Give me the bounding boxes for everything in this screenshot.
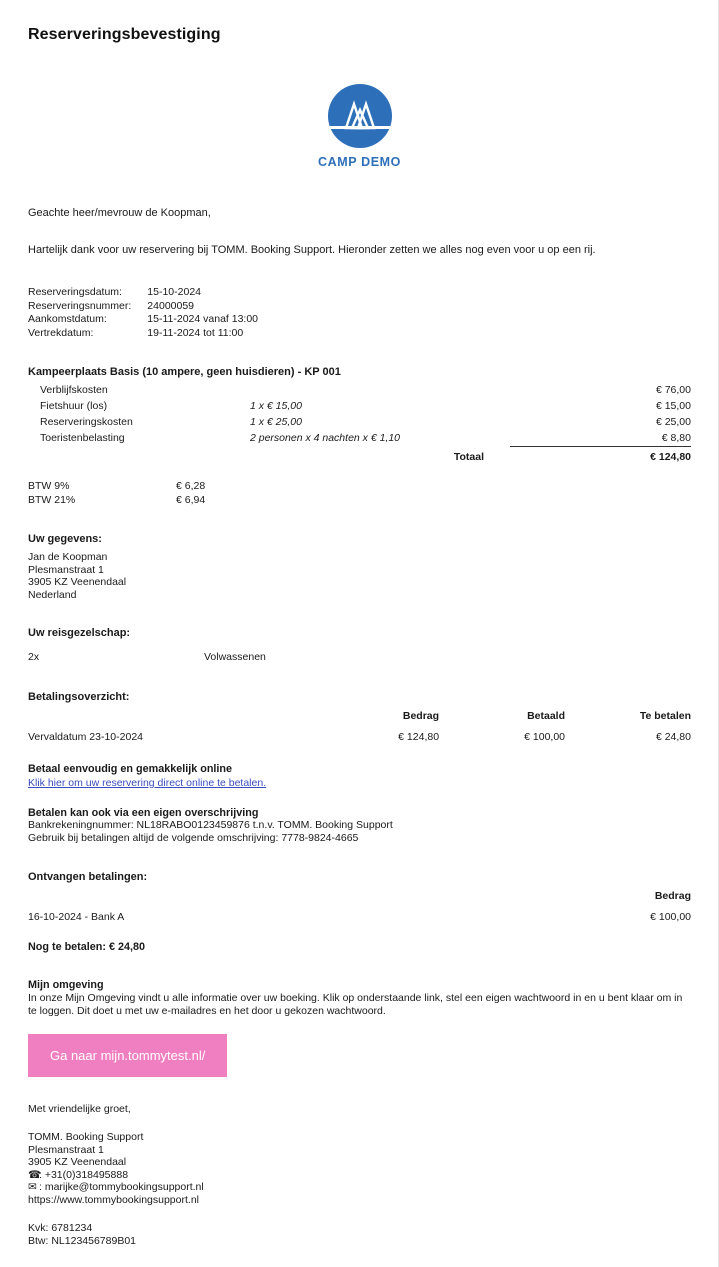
online-payment-heading: Betaal eenvoudig en gemakkelijk online	[28, 763, 233, 775]
page-title: Reserveringsbevestiging	[28, 26, 221, 43]
customer-city: 3905 KZ Veenendaal	[28, 576, 127, 588]
received-amount: € 100,00	[650, 911, 691, 923]
received-col-amount: Bedrag	[654, 890, 691, 902]
received-description: 16-10-2024 - Bank A	[28, 911, 125, 923]
company-registration	[28, 1222, 691, 1247]
meta-label: Reserveringsdatum:	[28, 286, 122, 298]
total-row	[28, 447, 691, 466]
payments-col-blank	[28, 707, 313, 725]
table-row	[28, 479, 205, 493]
line-quantity	[250, 382, 510, 398]
tax-table	[28, 479, 205, 507]
meta-value: 24000059	[147, 299, 195, 312]
company-kvk: Kvk: 6781234	[28, 1222, 93, 1234]
still-due-text: Nog te betalen: € 24,80	[28, 941, 146, 953]
line-quantity: 1 x € 15,00	[250, 400, 302, 412]
line-description: Verblijfskosten	[40, 384, 108, 396]
transfer-heading: Betalen kan ook via een eigen overschrijving	[28, 807, 259, 819]
go-to-my-environment-button[interactable]: Ga naar mijn.tommytest.nl/	[28, 1034, 227, 1077]
company-email-row	[28, 1181, 691, 1194]
received-payments-table	[28, 887, 691, 925]
customer-address	[28, 551, 691, 601]
payments-heading: Betalingsoverzicht:	[28, 691, 130, 703]
payment-paid: € 100,00	[524, 731, 566, 743]
total-amount: € 124,80	[510, 447, 691, 466]
customer-street: Plesmanstraat 1	[28, 563, 104, 576]
line-description: Fietshuur (los)	[40, 400, 108, 412]
total-label: Totaal	[453, 450, 484, 463]
meta-row	[28, 286, 258, 300]
company-btw: Btw: NL123456789B01	[28, 1234, 136, 1247]
line-amount: € 8,80	[661, 432, 691, 444]
logo-label: CAMP DEMO	[318, 155, 401, 169]
table-header-row	[28, 887, 691, 905]
payments-col-due: Te betalen	[639, 710, 691, 722]
table-row	[28, 430, 691, 447]
table-row	[28, 398, 691, 414]
company-city: 3905 KZ Veenendaal	[28, 1156, 127, 1168]
transfer-bank-line: Bankrekeningnummer: NL18RABO0123459876 t.n.v. TOMM. Booking Support	[28, 819, 393, 831]
logo-block	[28, 84, 691, 169]
meta-value: 15-11-2024 vanaf 13:00	[147, 313, 259, 325]
email-icon: ✉	[28, 1181, 37, 1193]
booking-heading: Kampeerplaats Basis (10 ampere, geen huisdieren) - KP 001	[28, 366, 341, 378]
line-amount: € 76,00	[655, 384, 691, 396]
customer-name: Jan de Koopman	[28, 551, 108, 563]
my-environment-body: In onze Mijn Omgeving vindt u alle informatie over uw boeking. Klik op onderstaande link, stel een eigen wachtwoord in en u bent klaar om in te loggen. Dit doet u met uw e-mailadres en het door u gekozen wachtwoord.	[28, 992, 683, 1017]
payment-description: Vervaldatum 23-10-2024	[28, 731, 143, 743]
meta-label: Reserveringsnummer:	[28, 299, 132, 312]
intro-text: Hartelijk dank voor uw reservering bij TOMM. Booking Support. Hieronder zetten we alles nog even voor u op een rij.	[28, 244, 596, 256]
payments-table	[28, 707, 691, 745]
company-street: Plesmanstraat 1	[28, 1143, 104, 1156]
tax-label: BTW 21%	[28, 494, 76, 506]
closing-text: Met vriendelijke groet,	[28, 1103, 131, 1115]
party-table	[28, 649, 691, 665]
line-quantity: 2 personen x 4 nachten x € 1,10	[250, 432, 401, 444]
booking-lines-table	[28, 382, 691, 465]
company-email: : marijke@tommybookingsupport.nl	[39, 1181, 204, 1193]
my-environment-heading: Mijn omgeving	[28, 979, 104, 991]
line-quantity: 1 x € 25,00	[250, 416, 302, 428]
table-row	[28, 414, 691, 430]
salutation-text: Geachte heer/mevrouw de Koopman,	[28, 207, 211, 219]
meta-value: 19-11-2024 tot 11:00	[147, 326, 244, 339]
customer-heading: Uw gegevens:	[28, 533, 102, 545]
reservation-meta	[28, 286, 691, 340]
party-heading: Uw reisgezelschap:	[28, 627, 131, 639]
line-amount: € 15,00	[655, 400, 691, 412]
line-amount: € 25,00	[655, 416, 691, 428]
company-phone: : +31(0)318495888	[39, 1168, 129, 1181]
company-phone-row	[28, 1169, 691, 1182]
transfer-reference-line: Gebruik bij betalingen altijd de volgende omschrijving: 7778-9824-4665	[28, 832, 359, 844]
line-description: Reserveringskosten	[40, 416, 133, 428]
table-row	[28, 725, 691, 745]
meta-row	[28, 313, 258, 327]
payments-col-paid: Betaald	[527, 710, 566, 722]
table-row	[28, 382, 691, 398]
line-description: Toeristenbelasting	[40, 432, 125, 444]
online-payment-link[interactable]: Klik hier om uw reservering direct online te betalen.	[28, 777, 267, 789]
company-name: TOMM. Booking Support	[28, 1131, 144, 1143]
camp-demo-logo-icon	[328, 84, 392, 148]
company-website[interactable]: https://www.tommybookingsupport.nl	[28, 1193, 199, 1206]
table-row	[28, 493, 205, 507]
meta-label: Vertrekdatum:	[28, 326, 94, 339]
meta-row	[28, 300, 258, 314]
party-count: 2x	[28, 651, 40, 663]
tax-amount: € 6,28	[176, 480, 206, 492]
tax-amount: € 6,94	[176, 494, 206, 506]
phone-icon: ☎	[28, 1168, 42, 1181]
party-type: Volwassenen	[204, 651, 266, 663]
payments-col-amount: Bedrag	[402, 710, 440, 722]
customer-country: Nederland	[28, 588, 77, 601]
meta-label: Aankomstdatum:	[28, 313, 107, 325]
payment-amount: € 124,80	[398, 731, 440, 743]
company-footer	[28, 1131, 691, 1206]
meta-value: 15-10-2024	[147, 286, 202, 298]
table-row	[28, 649, 691, 665]
table-row	[28, 905, 691, 925]
received-heading: Ontvangen betalingen:	[28, 871, 148, 883]
tax-label: BTW 9%	[28, 480, 70, 492]
table-header-row	[28, 707, 691, 725]
payment-due: € 24,80	[655, 731, 691, 743]
meta-row	[28, 327, 258, 341]
